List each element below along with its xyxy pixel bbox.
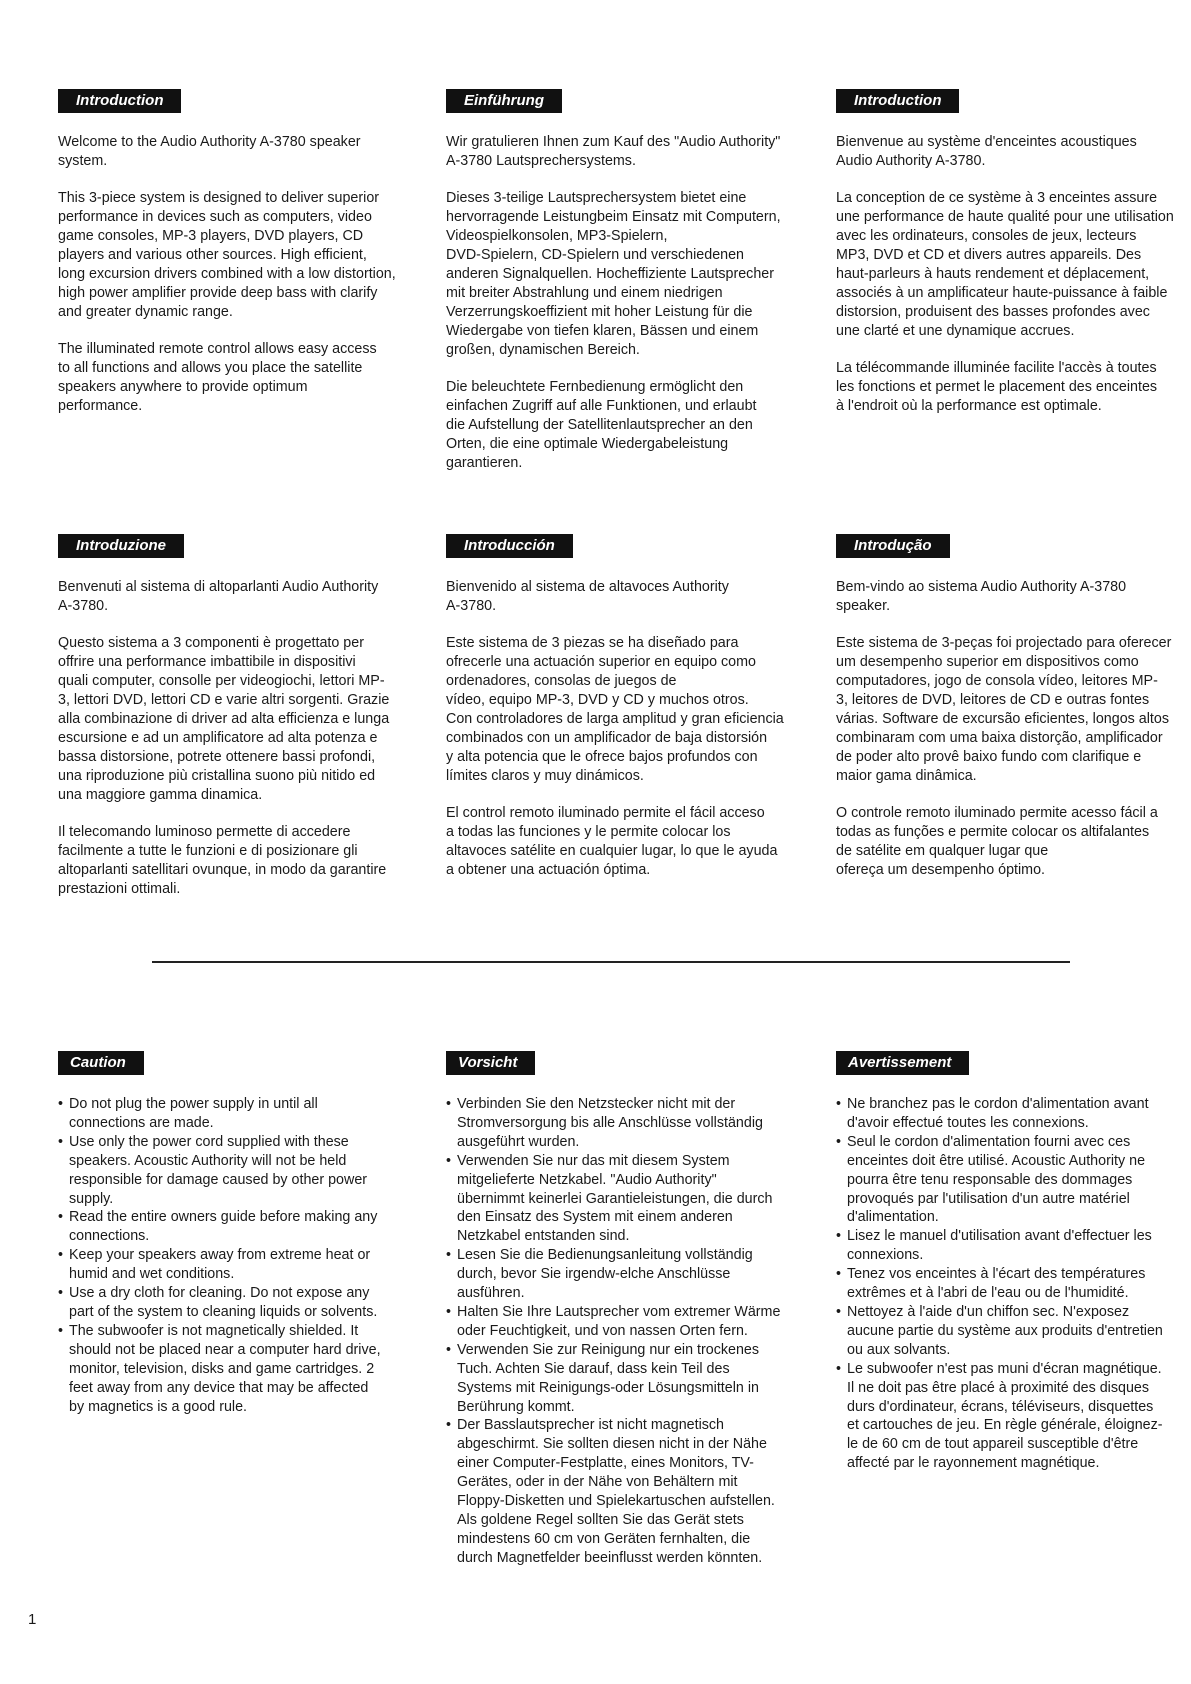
page-number: 1 [28,1611,37,1628]
list-item-text: Use a dry cloth for cleaning. Do not expose any part of the system to cleaning liquids or solvents. [69,1285,378,1320]
list-item-text: Keep your speakers away from extreme heat or humid and wet conditions. [69,1247,371,1283]
list-item-text: Halten Sie Ihre Lautsprecher vom extremer Wärme oder Feuchtigkeit, und von nassen Orten fern. [457,1303,781,1339]
list-item-text: Lesen Sie die Bedienungsanleitung vollständig durch, bevor Sie irgendw-elche Anschlüsse ausführen. [457,1247,753,1302]
paragraph: The illuminated remote control allows easy access to all functions and allows you place the satellite speakers anywhere to provide optimum performance. [58,341,377,414]
list-item-text: Der Basslautsprecher ist nicht magnetisch abgeschirmt. Sie sollten diesen nicht in der Nähe einer Computer-Festplatte, eines Monitors, TV- Gerätes, oder in der Nähe von Behältern mit Floppy-Disketten und Spielekartuschen aufstellen. Als goldene Regel sollten Sie das Gerät stets mindestens 60 cm von Geräten fernhalten, die durch Magnetfelder beeinflusst werden könnten. [457,1417,775,1566]
paragraph: Questo sistema a 3 componenti è progettato per offrire una performance imbattibile in dispositivi quali computer, consolle per videogiochi, lettori MP- 3, lettori DVD, lettori CD e varie altri sorgenti. Grazie alla combinazione di driver ad alta efficienza e lunga escursione e ad un amplificatore ad alta potenza e bassa distorsione, potrete ottenere bassi profondi, una riproduzione più cristallina suono più nitido ed una maggiore gamma dinamica. [58,635,390,803]
section-heading: Vorsicht [446,1051,535,1075]
list-item-text: Ne branchez pas le cordon d'alimentation avant d'avoir effectué toutes les connexions. [847,1096,1149,1131]
list-item-text: The subwoofer is not magnetically shielded. It should not be placed near a computer hard drive, monitor, television, disks and game cartridges. 2 feet away from any device that may be affected by magnetics is a good rule. [69,1322,381,1415]
list-item [58,1246,398,1284]
caution-section-german [446,1051,786,1568]
intro-section-german [446,89,786,491]
list-item-text: Tenez vos enceintes à l'écart des températures extrêmes et à l'abri de l'eau ou de l'humidité. [847,1266,1146,1302]
list-item [836,1227,1176,1265]
list-item [446,1095,786,1152]
list-item-text: Do not plug the power supply in until all connections are made. [69,1096,318,1131]
section-heading: Introduction [836,89,959,113]
caution-list [58,1095,398,1416]
list-item [446,1152,786,1247]
list-item-text: Nettoyez à l'aide d'un chiffon sec. N'exposez aucune partie du système aux produits d'entretien ou aux solvants. [847,1303,1163,1358]
intro-section-spanish [446,534,786,898]
list-item-text: Verwenden Sie nur das mit diesem System mitgelieferte Netzkabel. "Audio Authority" übernimmt keinerlei Garantieleistungen, die durch den Einsatz des System mit einem anderen Netzkabel entstanden sind. [457,1152,773,1245]
paragraph: Wir gratulieren Ihnen zum Kauf des "Audio Authority" A-3780 Lautsprechersystems. [446,134,781,169]
list-item [58,1322,398,1417]
paragraph: Bem-vindo ao sistema Audio Authority A-3780 speaker. [836,579,1127,614]
list-item [836,1303,1176,1360]
list-item-text: Verbinden Sie den Netzstecker nicht mit der Stromversorgung bis alle Anschlüsse vollständig ausgeführt wurden. [457,1096,763,1150]
list-item [836,1360,1176,1473]
section-heading: Introduzione [58,534,184,558]
list-item [58,1095,398,1133]
list-item-text: Lisez le manuel d'utilisation avant d'effectuer les connexions. [847,1228,1152,1264]
horizontal-divider [152,961,1070,963]
list-item [836,1095,1176,1133]
list-item [446,1303,786,1341]
list-item [446,1246,786,1303]
paragraph: Bienvenue au système d'enceintes acoustiques Audio Authority A-3780. [836,134,1137,169]
paragraph: Bienvenido al sistema de altavoces Authority A-3780. [446,579,729,614]
paragraph: This 3-piece system is designed to deliver superior performance in devices such as computers, video game consoles, MP-3 players, DVD players, CD players and various other sources. High efficient, long excursion drivers combined with a low distortion, high power amplifier provide deep bass with clarify and greater dynamic range. [58,190,396,320]
intro-section-italian [58,534,398,917]
list-item-text: Read the entire owners guide before making any connections. [69,1209,378,1245]
section-heading: Introduction [58,89,181,113]
paragraph: La télécommande illuminée facilite l'accès à toutes les fonctions et permet le placement des enceintes à l'endroit où la performance est optimale. [836,360,1158,414]
list-item [58,1284,398,1322]
list-item [446,1416,786,1567]
caution-list [836,1095,1176,1473]
paragraph: Este sistema de 3 piezas se ha diseñado para ofrecerle una actuación superior en equipo como ordenadores, consolas de juegos de vídeo, equipo MP-3, DVD y CD y muchos otros. Con controladores de larga amplitud y gran eficiencia combinados con un amplificador de baja distorsión y alta potencia que le ofrece bajos profundos con límites claros y muy dinámicos. [446,635,784,784]
list-item-text: Le subwoofer n'est pas muni d'écran magnétique. Il ne doit pas être placé à proximité des disques durs d'ordinateur, écrans, téléviseurs, disquettes et cartouches de jeu. En règle générale, éloignez- le de 60 cm de tout appareil susceptible d'être affecté par le rayonnement magnétique. [847,1360,1163,1472]
section-heading: Introdução [836,534,950,558]
list-item [58,1208,398,1246]
paragraph: Die beleuchtete Fernbedienung ermöglicht den einfachen Zugriff auf alle Funktionen, und erlaubt die Aufstellung der Satellitenlautsprecher an den Orten, die eine optimale Wiedergabeleistung garantieren. [446,378,757,471]
list-item-text: Verwenden Sie zur Reinigung nur ein trockenes Tuch. Achten Sie darauf, dass kein Teil des Systems mit Reinigungs-oder Lösungsmitteln in Berührung kommt. [457,1341,760,1415]
caution-list [446,1095,786,1568]
paragraph: El control remoto iluminado permite el fácil acceso a todas las funciones y le permite colocar los altavoces satélite en cualquier lugar, lo que le ayuda a obtener una actuación óptima. [446,805,778,878]
caution-section-french [836,1051,1176,1473]
intro-section-portuguese [836,534,1176,898]
paragraph: Welcome to the Audio Authority A-3780 speaker system. [58,134,361,169]
paragraph: Dieses 3-teilige Lautsprechersystem bietet eine hervorragende Leistungbeim Einsatz mit Computern, Videospielkonsolen, MP3-Spielern, DVD-Spielern, CD-Spielern und verschiedenen anderen Signalquellen. Hocheffiziente Lautsprecher mit breiter Abstrahlung und einem niedrigen Verzerrungskoeffizient mit hoher Leistung für die Wiedergabe von tiefen klaren, Bässen und einem großen, dynamischen Bereich. [446,190,781,358]
paragraph: Benvenuti al sistema di altoparlanti Audio Authority A-3780. [58,579,379,614]
intro-section-french [836,89,1176,434]
list-item [836,1265,1176,1303]
list-item-text: Seul le cordon d'alimentation fourni avec ces enceintes doit être utilisé. Acoustic Authority ne pourra être tenu responsable des dommages provoqués par l'utilisation d'un autre matériel d'alimentation. [847,1133,1146,1226]
section-heading: Avertissement [836,1051,969,1075]
intro-section-english [58,89,398,434]
paragraph: O controle remoto iluminado permite acesso fácil a todas as funções e permite colocar os altifalantes de satélite em qualquer lugar que ofereça um desempenho óptimo. [836,805,1158,878]
section-heading: Caution [58,1051,144,1075]
list-item [446,1341,786,1417]
paragraph: Este sistema de 3-peças foi projectado para oferecer um desempenho superior em dispositivos como computadores, jogo de consola vídeo, leitores MP- 3, leitores de DVD, leitores de CD e outras fontes várias. Software de excursão eficientes, longos altos combinaram com uma baixa distorção, amplificador de poder alto provê baixo fundo com clarifique e maior gama dinâmica. [836,635,1172,784]
paragraph: Il telecomando luminoso permette di accedere facilmente a tutte le funzioni e di posizionare gli altoparlanti satellitari ovunque, in modo da garantire prestazioni ottimali. [58,823,387,897]
list-item [836,1133,1176,1228]
section-heading: Einführung [446,89,562,113]
list-item-text: Use only the power cord supplied with these speakers. Acoustic Authority will not be held responsible for damage caused by other power supply. [69,1133,368,1207]
list-item [58,1133,398,1209]
paragraph: La conception de ce système à 3 enceintes assure une performance de haute qualité pour une utilisation avec les ordinateurs, consoles de jeux, lecteurs MP3, DVD et CD et divers autres appareils. Des haut-parleurs à hauts rendement et déplacement, associés à un amplificateur haute-puissance à faible distorsion, produisent des basses profondes avec une clarté et une dynamique accrues. [836,190,1174,339]
caution-section-english [58,1051,398,1416]
section-heading: Introducción [446,534,573,558]
